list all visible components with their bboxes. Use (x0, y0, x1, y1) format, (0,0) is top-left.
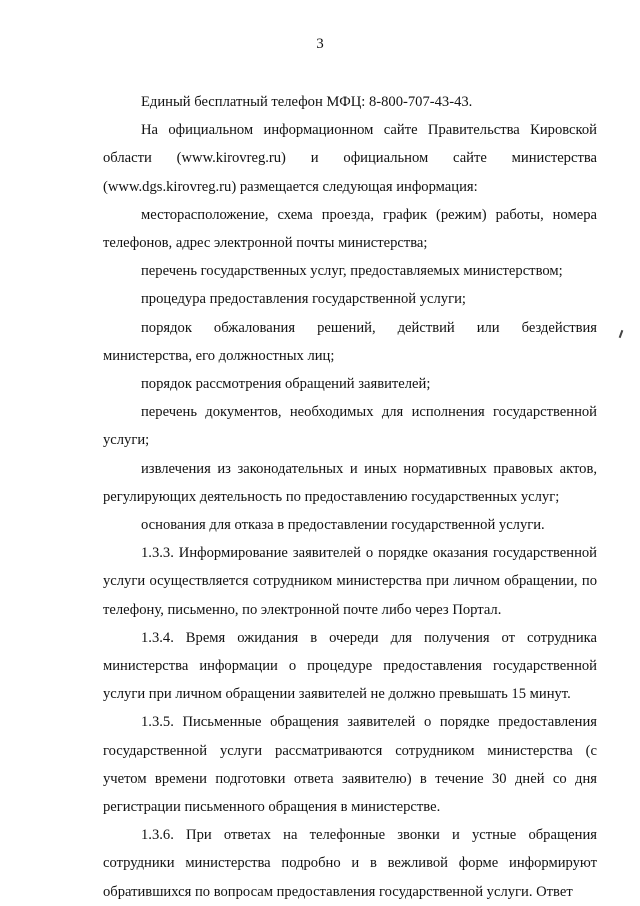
paragraph-refusal-grounds: основания для отказа в предоставлении государственной услуги. (141, 517, 545, 534)
paragraph-1-3-5: 1.3.5. Письменные обращения заявителей о порядке предоставления государственной услуги рассматриваются сотрудником министерства (с учетом времени подготовки ответа заявителю) в течение 30 дней со дня регистрации письменного обращения в министерстве. (103, 714, 597, 816)
document-body (103, 88, 597, 906)
paragraph-location: месторасположение, схема проезда, график (режим) работы, номера телефонов, адрес электронной почты министерства; (103, 206, 597, 252)
paragraph-1-3-4: 1.3.4. Время ожидания в очереди для получения от сотрудника министерства информации о процедуре предоставления государственной услуги при личном обращении заявителей не должно превышать 15 минут. (103, 629, 597, 703)
paragraph-services-list: перечень государственных услуг, предоставляемых министерством; (141, 263, 563, 280)
paragraph-1-3-3: 1.3.3. Информирование заявителей о порядке оказания государственной услуги осуществляется сотрудником министерства при личном обращении, по телефону, письменно, по электронной почте либо через Портал. (103, 545, 597, 618)
scan-mark (619, 330, 624, 338)
paragraph-procedure: процедура предоставления государственной услуги; (141, 291, 466, 308)
paragraph-legal-extracts: извлечения из законодательных и иных нормативных правовых актов, регулирующих деятельность по предоставлению государственных услуг; (103, 460, 597, 505)
paragraph-mfc-phone: Единый бесплатный телефон МФЦ: 8-800-707-43-43. (141, 94, 473, 110)
page-number: 3 (316, 36, 324, 52)
paragraph-review-order: порядок рассмотрения обращений заявителей; (141, 376, 431, 393)
paragraph-1-3-6: 1.3.6. При ответах на телефонные звонки и устные обращения сотрудники министерства подробно и в вежливой форме информируют обратившихся по вопросам предоставления государственной услуги. Ответ (103, 827, 597, 900)
paragraph-documents: перечень документов, необходимых для исполнения государственной услуги; (103, 404, 597, 449)
paragraph-appeal-order: порядок обжалования решений, действий или бездействия министерства, его должностных лиц; (103, 319, 597, 364)
paragraph-websites: На официальном информационном сайте Правительства Кировской области (www.kirovreg.ru) и официальном сайте министерства (www.dgs.kirovreg.ru) размещается следующая информация: (103, 122, 597, 195)
